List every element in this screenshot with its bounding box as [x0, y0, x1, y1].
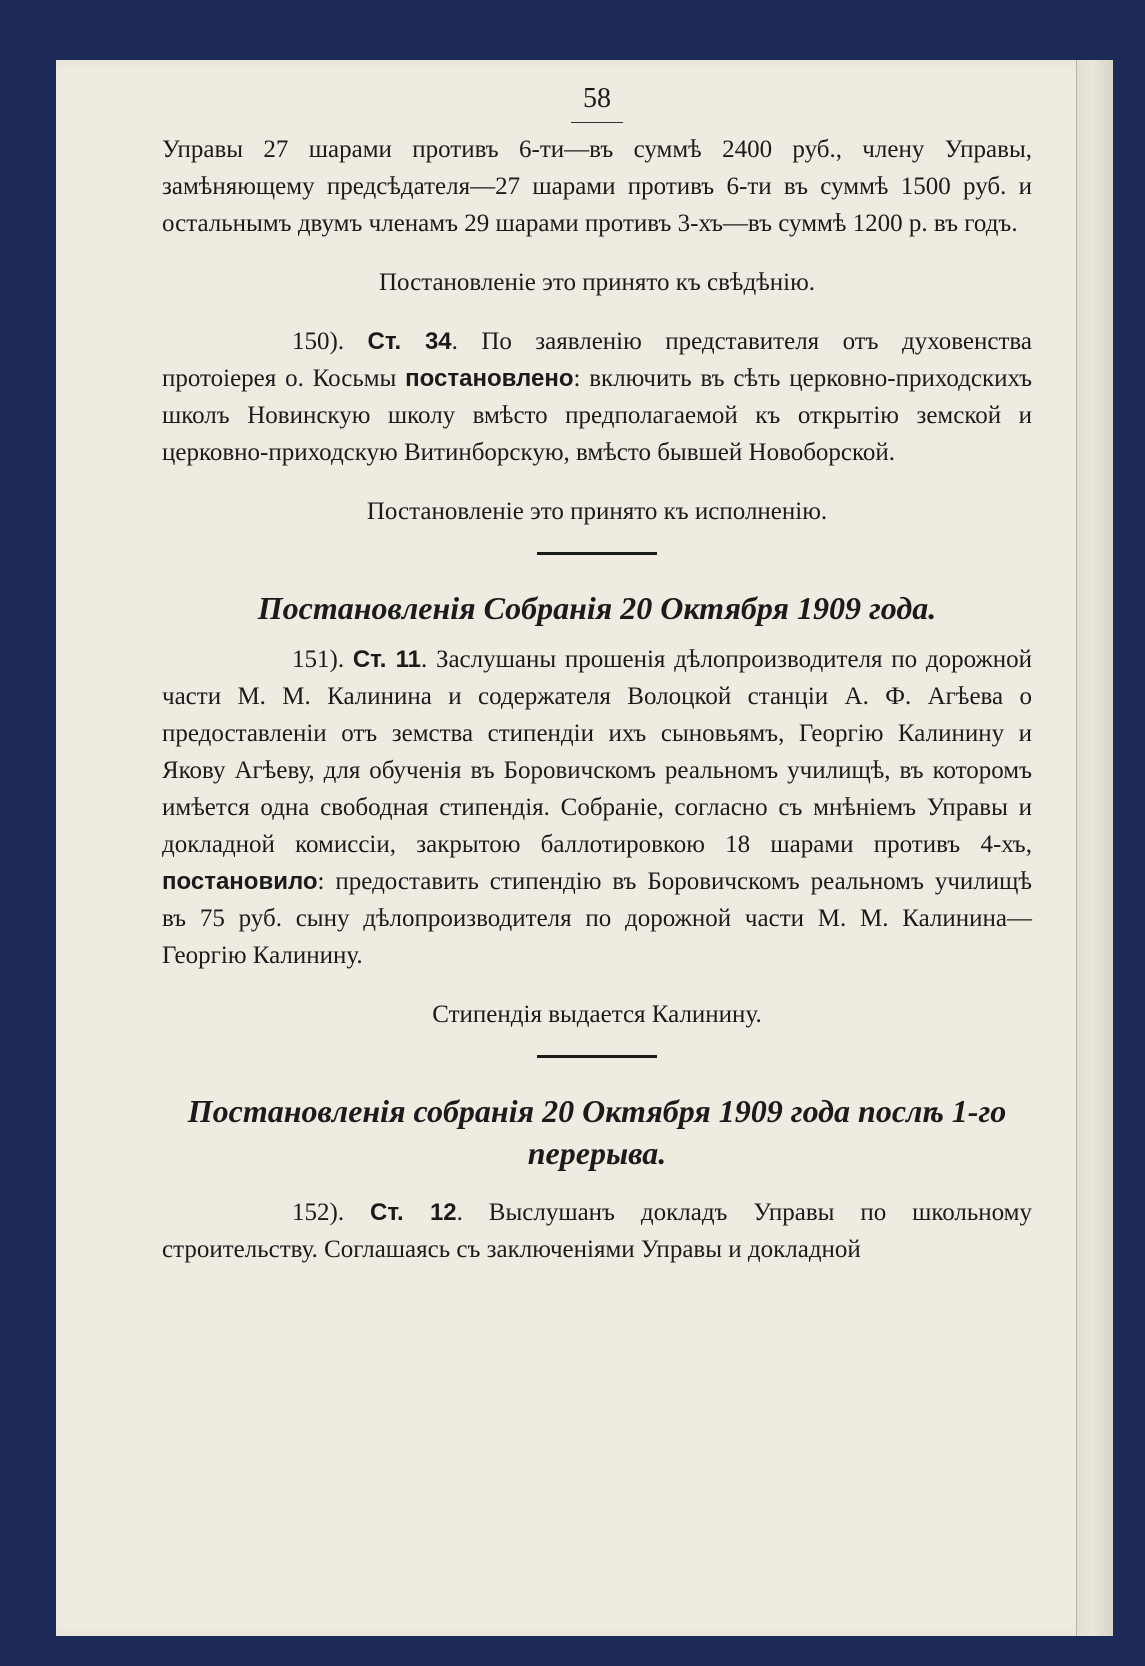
item-152: 152). Ст. 12. Выслушанъ докладъ Управы по школьному строительству. Соглашаясь съ заключеніями Управы и докладной	[162, 1199, 1033, 1263]
section-divider	[537, 552, 657, 555]
article-label: Ст. 12	[369, 1199, 457, 1226]
keyword-resolved: постановлено	[405, 365, 574, 392]
article-label: Ст. 11	[352, 646, 421, 673]
resolution-note-3: Стипендія выдается Калинину.	[432, 1001, 762, 1028]
page-number: 58	[162, 78, 1032, 123]
section-heading-2: Постановленія собранія 20 Октября 1909 года послѣ 1-го перерыва.	[187, 1093, 1007, 1171]
section-divider	[537, 1055, 657, 1058]
resolution-note-2: Постановленіе это принято къ исполненію.	[366, 498, 828, 525]
keyword-resolved: постановило	[162, 868, 318, 895]
resolution-note-1: Постановленіе это принято къ свѣдѣнію.	[378, 269, 816, 296]
page-content	[162, 78, 1032, 1268]
section-heading-1: Постановленія Собранія 20 Октября 1909 года.	[257, 590, 937, 626]
page-edge	[1076, 60, 1113, 1636]
paragraph-continuation: Управы 27 шарами противъ 6-ти—въ суммѣ 2400 руб., члену Управы, замѣняющему предсѣдателя—27 шарами противъ 6-ти въ суммѣ 1500 руб. и остальнымъ двумъ членамъ 29 шарами противъ 3-хъ—въ суммѣ 1200 р. въ годъ.	[162, 136, 1032, 237]
article-label: Ст. 34	[367, 328, 452, 355]
document-page	[56, 60, 1113, 1636]
item-151: 151). Ст. 11. Заслушаны прошенія дѣлопроизводителя по дорожной части М. М. Калинина и содержателя Волоцкой станціи А. Ф. Агѣева о предоставленіи отъ земства стипендіи ихъ сыновьямъ, Георгію Калинину и Якову Агѣеву, для обученія въ Боровичскомъ реальномъ училищѣ, въ которомъ имѣется одна свободная стипендія. Собраніе, согласно съ мнѣніемъ Управы и докладной комиссіи, закрытою баллотировкою 18 шарами противъ 4-хъ, постановило: предоставить стипендію въ Боровичскомъ реальномъ училищѣ въ 75 руб. сыну дѣлопроизводителя по дорожной части М. М. Калинина—Георгію Калинину.	[162, 646, 1033, 969]
item-150: 150). Ст. 34. По заявленію представителя отъ духовенства протоіерея о. Косьмы постановлено: включить въ сѣть церковно-приходскихъ школъ Новинскую школу вмѣсто предполагаемой къ открытію земской и церковно-приходскую Витинборскую, вмѣсто бывшей Новоборской.	[162, 328, 1032, 466]
